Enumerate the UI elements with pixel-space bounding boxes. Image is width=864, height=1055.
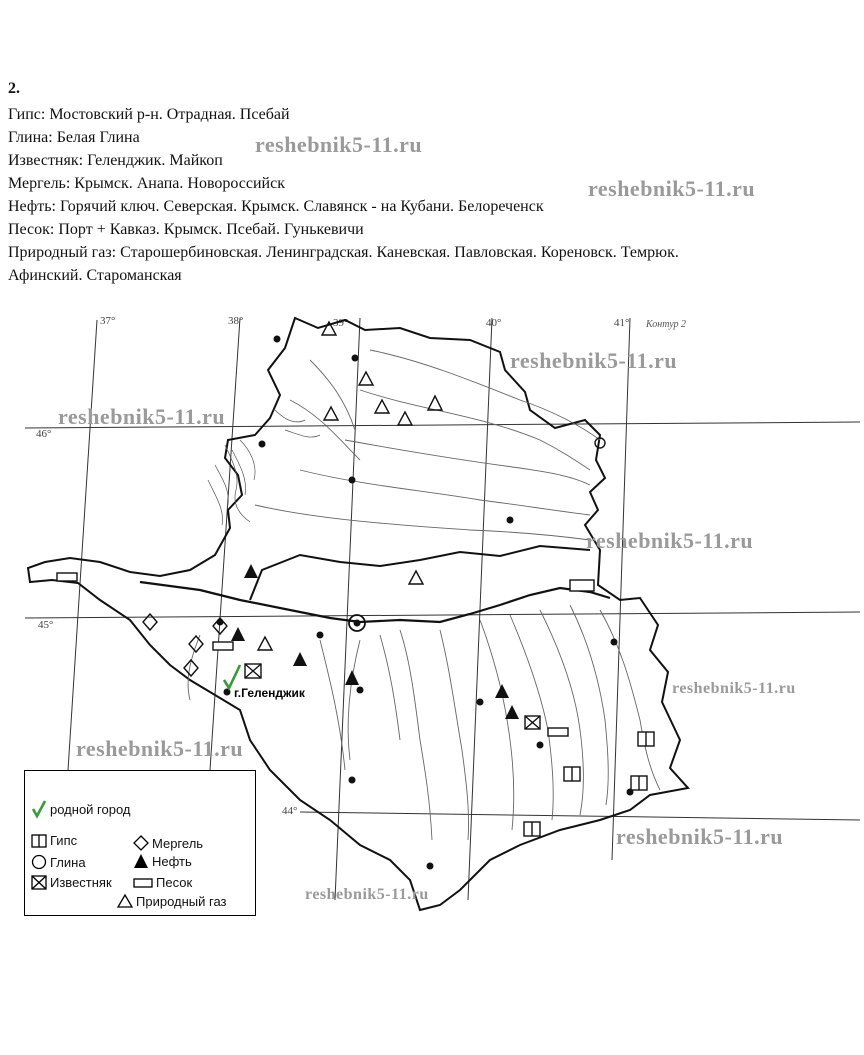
city-dot [427,863,434,870]
oil-icon [505,705,519,719]
text-line-marl: Мергель: Крымск. Анапа. Новороссийск [8,175,285,192]
legend-oil-label: Нефть [152,853,192,869]
legend-gypsum [31,833,77,848]
legend-clay-label: Глина [50,854,86,870]
text-line-gas-cont: Афинский. Староманская [8,267,182,284]
marl-icon [189,636,203,652]
home-check-icon [224,665,240,688]
gas-icon [409,571,423,584]
legend-home-label: родной город [50,801,131,817]
legend-oil [133,853,192,869]
text-line-limestone: Известняк: Геленджик. Майкоп [8,152,223,169]
city-dot [349,477,356,484]
text-line-gas: Природный газ: Старошербиновская. Ленинградская. Каневская. Павловская. Кореновск. Темрюк. [8,244,679,261]
city-dot [537,742,544,749]
text-line-clay: Глина: Белая Глина [8,129,140,146]
watermark: reshebnik5-11.ru [58,404,226,429]
gas-deposits [258,322,442,650]
watermark: reshebnik5-11.ru [510,348,678,373]
gas-icon [117,893,133,909]
gas-icon [258,637,272,650]
lon-39: 39° [333,317,349,329]
city-dot [352,355,359,362]
legend-sand-label: Песок [156,875,193,890]
gas-icon [324,407,338,420]
oil-icon [345,670,359,685]
text-line-sand: Песок: Порт + Кавказ. Крымск. Псебай. Гунькевичи [8,221,364,238]
legend-marl-label: Мергель [152,835,204,851]
lon-38: 38° [228,315,244,327]
watermark: reshebnik5-11.ru [76,736,244,761]
city-dot [349,777,356,784]
gas-icon [428,396,442,410]
watermark: reshebnik5-11.ru [672,680,796,697]
lon-37: 37° [100,315,116,327]
task-number: 2. [8,80,20,97]
city-dot [507,517,514,524]
lat-44: 44° [282,805,298,817]
marl-icon [143,614,157,630]
oil-icon [495,684,509,698]
map-legend [24,770,256,916]
oil-icon [293,652,307,666]
city-dot [259,441,266,448]
gypsum-deposits [524,732,654,836]
sand-icon [57,573,77,581]
lon-40: 40° [486,317,502,329]
gas-icon [375,400,389,413]
oil-icon [244,564,258,578]
gas-icon [398,412,412,425]
gas-icon [359,372,373,385]
city-dot [357,687,364,694]
legend-home [31,799,131,819]
city-dot [611,639,618,646]
city-dot [477,699,484,706]
check-icon [31,799,47,819]
lon-41: 41° [614,317,630,329]
city-dot [274,336,281,343]
clay-icon [31,854,47,870]
legend-gas-label: Природный газ [136,893,227,909]
capital-krasnodar [349,615,365,631]
legend-clay [31,854,86,870]
oil-icon [133,853,149,869]
limestone-icon [31,875,47,890]
legend-limestone-label: Известняк [50,875,112,890]
watermark: reshebnik5-11.ru [616,824,784,849]
city-dot [217,619,224,626]
home-city-label: г.Геленджик [234,686,305,700]
cities [217,336,634,870]
lat-45: 45° [38,619,54,631]
sand-icon [548,728,568,736]
internal-border [140,582,610,622]
marl-icon [133,835,149,851]
gypsum-icon [31,834,47,848]
text-line-oil: Нефть: Горячий ключ. Северская. Крымск. Славянск - на Кубани. Белореченск [8,198,544,215]
legend-gas [117,893,227,909]
watermark: reshebnik5-11.ru [255,132,423,157]
city-dot [317,632,324,639]
sand-icon [133,877,153,889]
contour-label: Контур 2 [646,319,686,330]
legend-gypsum-label: Гипс [50,833,78,848]
sand-icon [213,642,233,650]
text-line-gypsum: Гипс: Мостовский р-н. Отрадная. Псебай [8,106,290,123]
watermark: reshebnik5-11.ru [588,176,756,201]
legend-marl [133,835,203,851]
legend-sand [133,875,192,890]
watermark: reshebnik5-11.ru [586,528,754,553]
oil-icon [231,627,245,641]
sand-icon [570,580,594,591]
legend-limestone [31,875,112,890]
lat-46: 46° [36,428,52,440]
watermark: reshebnik5-11.ru [305,886,429,903]
